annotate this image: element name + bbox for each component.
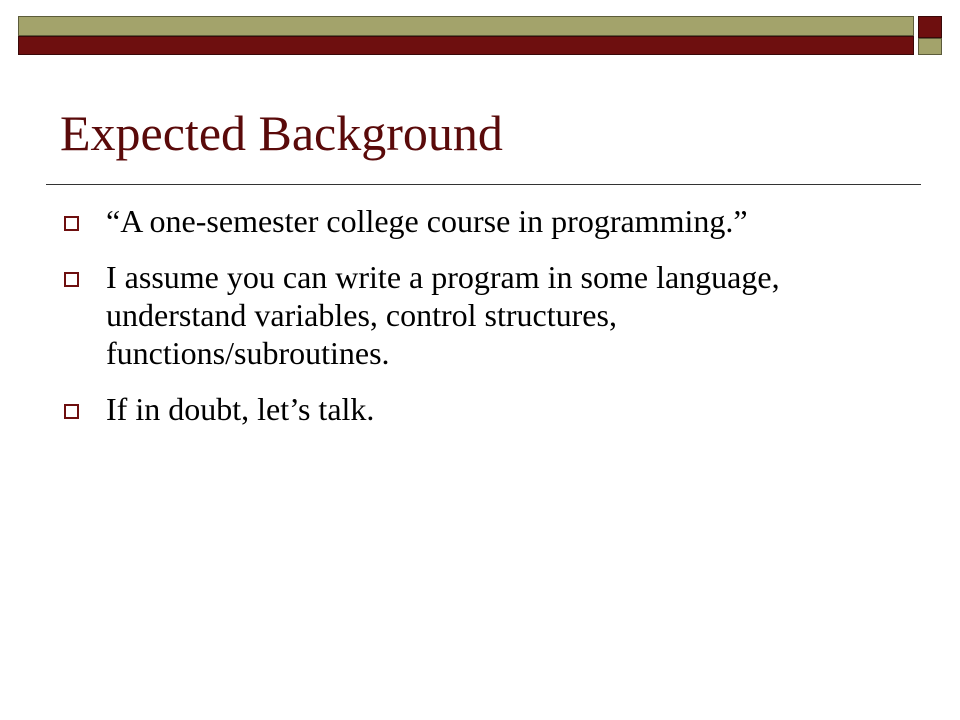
- title-divider: [46, 184, 921, 185]
- bullet-text: I assume you can write a program in some language, understand variables, control structures, functions/subroutines.: [106, 259, 780, 371]
- decorative-header-band: [0, 0, 960, 62]
- bullet-list: [60, 202, 880, 446]
- decorative-maroon-square: [918, 16, 942, 38]
- slide-title: Expected Background: [60, 105, 503, 161]
- bullet-item: [60, 390, 880, 428]
- bullet-item: [60, 202, 880, 240]
- hollow-square-icon: [64, 272, 79, 287]
- bullet-text: “A one-semester college course in programming.”: [106, 203, 748, 239]
- hollow-square-icon: [64, 404, 79, 419]
- bullet-text: If in doubt, let’s talk.: [106, 391, 375, 427]
- bullet-item: [60, 258, 880, 372]
- decorative-olive-bar: [18, 16, 914, 36]
- decorative-olive-square: [918, 38, 942, 55]
- decorative-maroon-bar: [18, 36, 914, 55]
- hollow-square-icon: [64, 216, 79, 231]
